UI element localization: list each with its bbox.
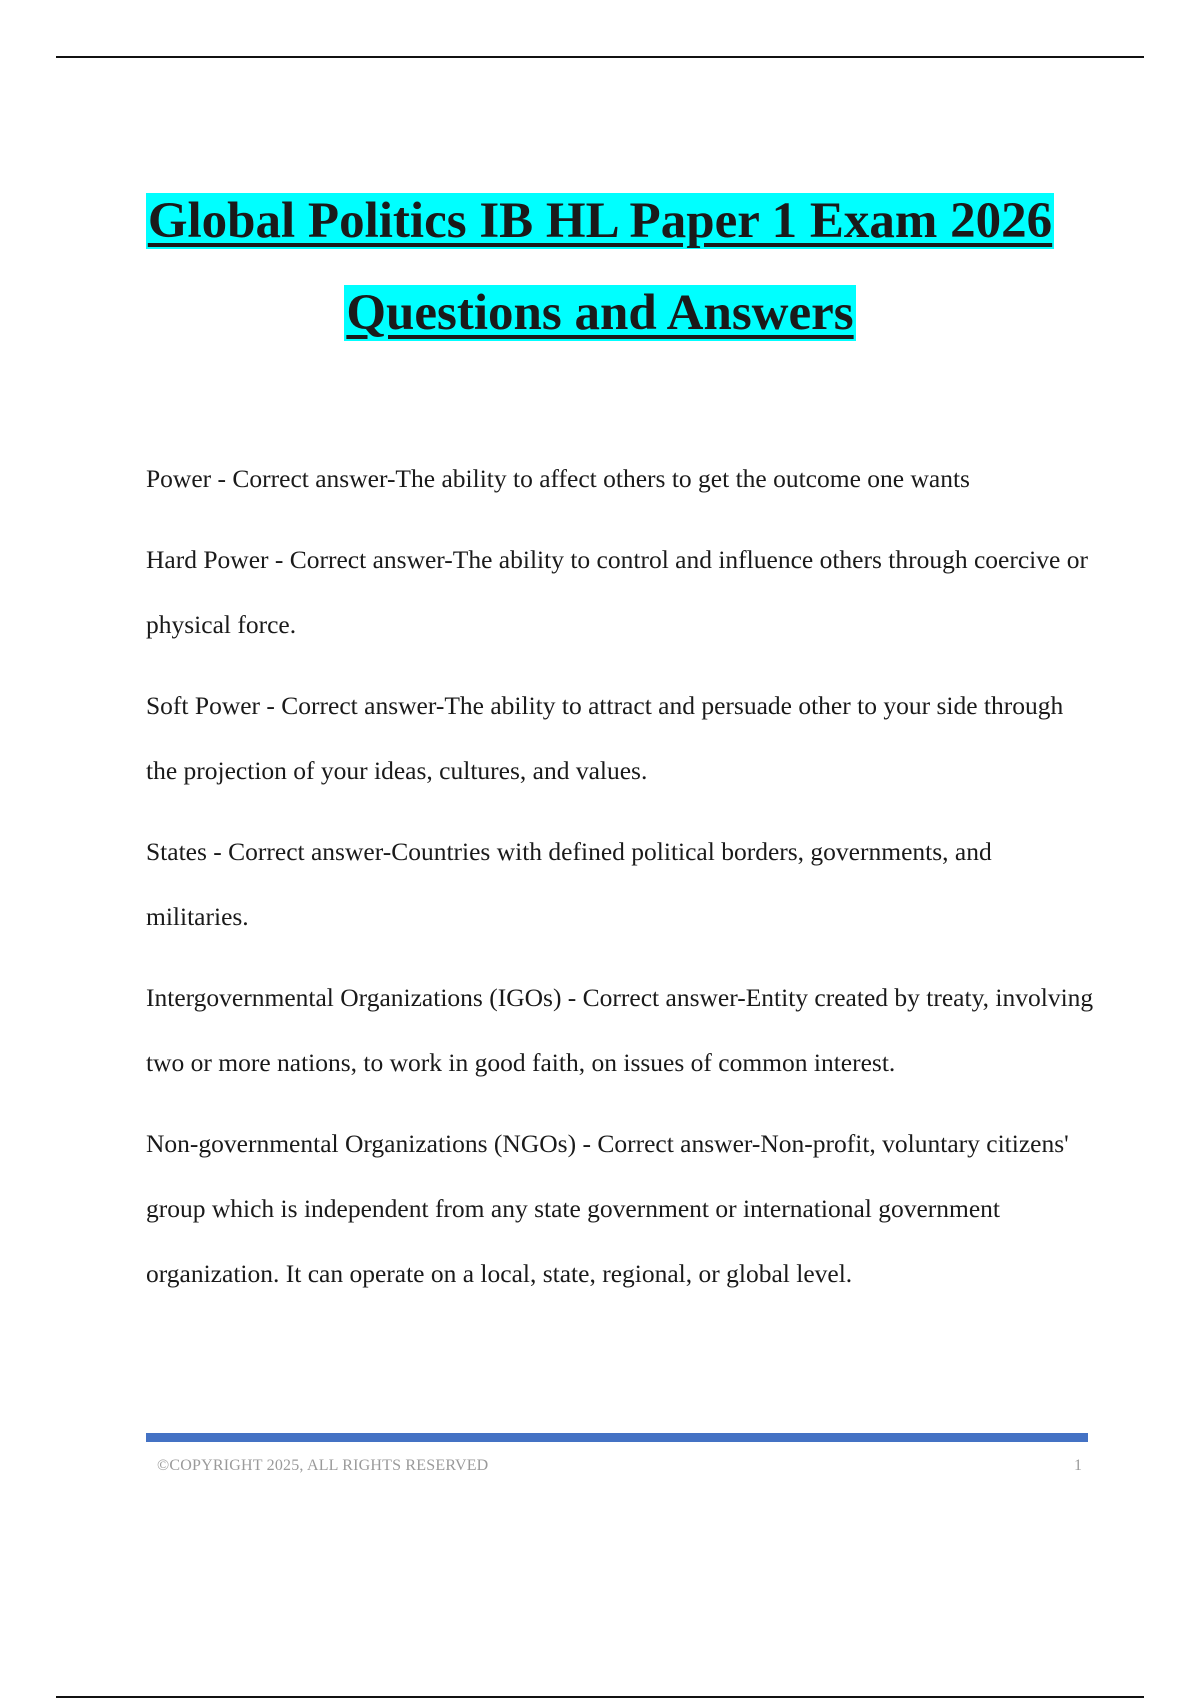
qa-entry-ngos: Non-governmental Organizations (NGOs) - Correct answer-Non-profit, voluntary citizens' group which is independent from any state government or international government organization. It can operate on a local, state, regional, or global level. — [146, 1129, 1069, 1288]
footer-copyright: ©COPYRIGHT 2025, ALL RIGHTS RESERVED — [157, 1457, 489, 1474]
document-title — [100, 175, 1100, 359]
title-line-2: Questions and Answers — [346, 285, 854, 341]
qa-list — [146, 446, 1096, 1322]
footer-bar — [146, 1433, 1088, 1442]
qa-entry-power: Power - Correct answer-The ability to affect others to get the outcome one wants — [146, 464, 970, 493]
top-rule — [56, 56, 1144, 58]
qa-entry-igos: Intergovernmental Organizations (IGOs) - Correct answer-Entity created by treaty, involving two or more nations, to work in good faith, on issues of common interest. — [146, 983, 1094, 1077]
qa-entry-states: States - Correct answer-Countries with defined political borders, governments, and militaries. — [146, 837, 992, 931]
qa-entry-soft-power: Soft Power - Correct answer-The ability to attract and persuade other to your side through the projection of your ideas, cultures, and values. — [146, 691, 1064, 785]
page-number: 1 — [1074, 1457, 1082, 1474]
qa-entry-hard-power: Hard Power - Correct answer-The ability to control and influence others through coercive or physical force. — [146, 545, 1088, 639]
bottom-rule — [56, 1696, 1144, 1698]
title-line-1: Global Politics IB HL Paper 1 Exam 2026 — [147, 193, 1053, 249]
